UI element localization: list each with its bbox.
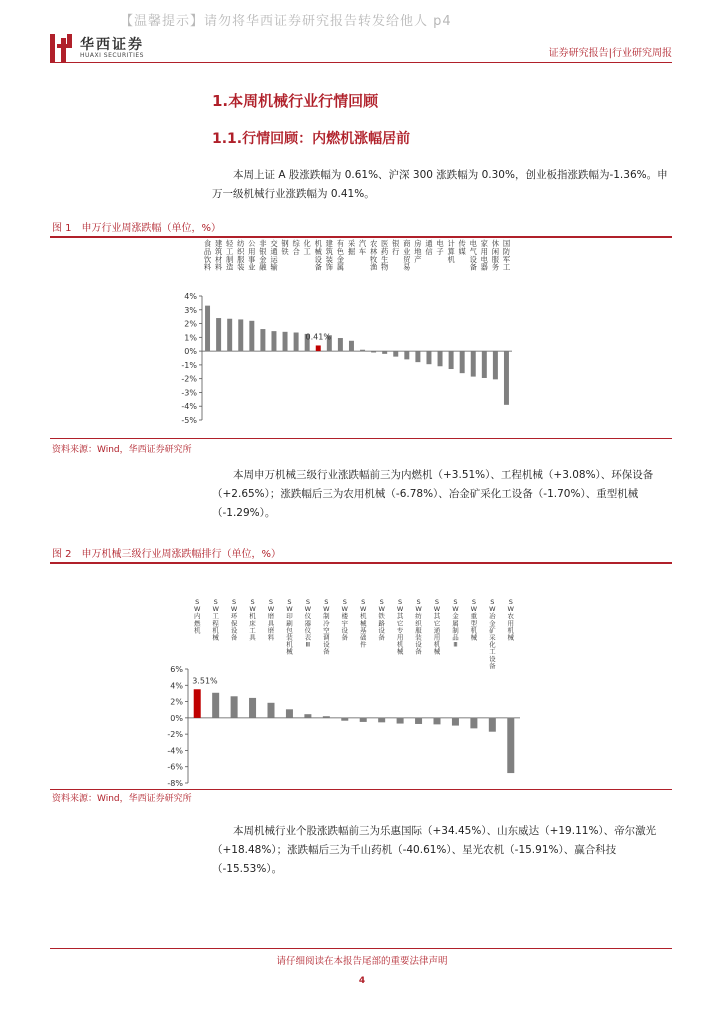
section-heading: 1.本周机械行业行情回顾	[212, 92, 379, 110]
category-label: S W 纺织服装设备	[415, 598, 422, 656]
bar	[426, 351, 431, 364]
figure1-bar-chart	[150, 238, 520, 436]
bar	[271, 331, 276, 351]
category-label: 钢铁	[281, 239, 289, 256]
highlight-data-label: 0.41%	[305, 332, 331, 342]
category-label: 国防军工	[502, 239, 511, 272]
y-tick-label: -4%	[181, 402, 197, 412]
legal-notice: 请仔细阅读在本报告尾部的重要法律声明	[276, 956, 448, 967]
category-label: S W 机械基础件	[359, 598, 367, 649]
category-label: 电气设备	[469, 239, 477, 272]
market-summary-paragraph: 本周上证 A 股涨跌幅为 0.61%、沪深 300 涨跌幅为 0.30%，创业板指涨跌幅为-1.36%。申万一级机械行业涨跌幅为 0.41%。	[212, 169, 668, 200]
bar	[283, 332, 288, 351]
figure1-title: 图 1 申万行业周涨跌幅（单位，%）	[52, 223, 222, 234]
header-watermark: 【温馨提示】请勿将华西证券研究报告转发给他人 p4	[120, 14, 452, 29]
bar	[404, 351, 409, 359]
category-label: 商业贸易	[403, 239, 411, 272]
category-label: S W 农用机械	[507, 598, 515, 642]
category-label: 综合	[292, 239, 300, 256]
y-tick-label: -5%	[181, 416, 197, 425]
category-label: 传媒	[458, 239, 466, 256]
bar	[371, 351, 376, 352]
logo-english-name: HUAXI SECURITIES	[80, 52, 144, 59]
header-divider	[50, 62, 672, 63]
y-tick-label: -2%	[167, 730, 183, 740]
subsection-heading: 1.1.行情回顾：内燃机涨幅居前	[212, 131, 411, 147]
category-label: 房地产	[414, 239, 422, 264]
y-tick-label: 1%	[184, 333, 197, 343]
bar	[286, 709, 293, 718]
category-label: 机械设备	[314, 239, 322, 272]
bar	[360, 350, 365, 351]
y-tick-label: -1%	[181, 360, 197, 370]
category-label: 纺织服装	[237, 239, 245, 272]
category-label: S W 机床工具	[249, 598, 256, 642]
y-tick-label: 0%	[184, 347, 197, 357]
category-label: 建筑装饰	[325, 239, 333, 272]
bar	[338, 338, 343, 351]
bar	[433, 718, 440, 725]
category-label: S W 内燃机	[193, 598, 201, 635]
bar	[360, 718, 367, 722]
logo-chinese-name: 华西证券	[80, 37, 144, 53]
category-label: 轻工制造	[226, 239, 234, 272]
category-label: 有色金属	[336, 239, 345, 272]
category-label: S W 楼宇设备	[341, 598, 349, 642]
category-label: 采掘	[347, 239, 356, 256]
bar	[304, 714, 311, 718]
bar	[489, 718, 496, 732]
y-tick-label: -2%	[181, 374, 197, 384]
category-label: 公用事业	[248, 239, 256, 272]
bar	[341, 718, 348, 721]
bar	[216, 318, 221, 351]
highlight-bar	[194, 689, 201, 718]
y-tick-label: 4%	[170, 681, 183, 691]
figure2-source: 资料来源：Wind，华西证券研究所	[52, 794, 192, 804]
category-label: S W 其它专用机械	[396, 598, 404, 656]
category-label: S W 其它通用机械	[433, 598, 441, 656]
bar	[382, 351, 387, 354]
bar	[323, 716, 330, 718]
y-tick-label: 2%	[170, 697, 183, 707]
bar	[227, 319, 232, 351]
y-tick-label: 6%	[170, 665, 183, 674]
stock-summary-paragraph: 本周机械行业个股涨跌幅前三为乐惠国际（+34.45%）、山东威达（+19.11%）、帝尔激光（+18.48%）；涨跌幅后三为千山药机（-40.61%）、星光农机（-15.91%）、赢合科技（-15.53%）。	[212, 825, 657, 875]
y-tick-label: 3%	[184, 305, 197, 315]
figure1-bottom-rule	[50, 438, 672, 439]
category-label: 通信	[425, 239, 433, 256]
bar	[438, 351, 443, 366]
figure2-title: 图 2 申万机械三级行业周涨跌幅排行（单位，%）	[52, 549, 282, 560]
category-label: 非银金融	[259, 239, 267, 272]
bar	[452, 718, 459, 726]
category-label: S W 冶金矿采化工设备	[489, 598, 496, 670]
category-label: 交通运输	[270, 239, 278, 272]
bar	[260, 329, 265, 351]
category-label: S W 环保设备	[230, 598, 238, 642]
bar	[507, 718, 514, 773]
category-label: 建筑材料	[214, 239, 223, 272]
bar	[294, 333, 299, 352]
category-label: 汽车	[358, 239, 367, 256]
category-label: S W 制冷空调设备	[323, 598, 330, 656]
figure2-top-rule	[50, 562, 672, 564]
figure1-source: 资料来源：Wind，华西证券研究所	[52, 445, 192, 455]
y-tick-label: 2%	[184, 319, 197, 329]
category-label: 农林牧渔	[369, 239, 378, 272]
category-label: S W 仪器仪表 Ⅲ	[304, 598, 312, 649]
footer-divider	[50, 948, 672, 949]
y-tick-label: -8%	[167, 779, 183, 788]
bar	[449, 351, 454, 369]
bar	[460, 351, 465, 373]
bar	[482, 351, 487, 378]
bar	[471, 351, 476, 376]
y-tick-label: 0%	[170, 713, 183, 723]
y-tick-label: -3%	[181, 388, 197, 398]
bar	[504, 351, 509, 405]
category-label: 家用电器	[480, 239, 488, 272]
category-label: 休闲服务	[491, 239, 500, 272]
category-label: 电子	[436, 239, 444, 256]
category-label: S W 铁路设备	[378, 598, 385, 642]
huaxi-logo-icon	[50, 34, 72, 62]
bar	[349, 341, 354, 351]
bar	[212, 693, 219, 718]
category-label: 银行	[392, 239, 400, 256]
bar	[238, 319, 243, 351]
bar	[231, 696, 238, 718]
bar	[470, 718, 477, 729]
report-type-label: 证券研究报告|行业研究周报	[548, 48, 672, 59]
category-label: 医药生物	[381, 239, 389, 272]
category-label: 化工	[303, 239, 311, 256]
y-tick-label: -4%	[167, 746, 183, 756]
category-label: S W 印刷包装机械	[286, 598, 293, 656]
category-label: 计算机	[447, 239, 455, 264]
page-number: 4	[358, 976, 366, 986]
figure2-bottom-rule	[50, 789, 672, 790]
category-label: S W 金属制品 Ⅲ	[452, 598, 459, 649]
bar	[249, 698, 256, 718]
bar	[393, 351, 398, 357]
figure2-bar-chart	[160, 566, 530, 788]
highlight-bar	[316, 345, 321, 351]
bar	[397, 718, 404, 724]
category-label: S W 重型机械	[470, 598, 478, 642]
bar	[493, 351, 498, 379]
category-label: 食品饮料	[203, 239, 212, 272]
highlight-data-label: 3.51%	[192, 676, 218, 686]
category-label: S W 工程机械	[212, 598, 219, 642]
category-label: S W 磨具磨料	[267, 598, 275, 642]
bar	[249, 321, 254, 351]
bar	[267, 703, 274, 718]
bar	[378, 718, 385, 722]
bar	[415, 351, 420, 362]
y-tick-label: -6%	[167, 762, 183, 772]
bar	[415, 718, 422, 724]
bar	[205, 306, 210, 351]
subsector-summary-paragraph: 本周申万机械三级行业涨跌幅前三为内燃机（+3.51%）、工程机械（+3.08%）、环保设备（+2.65%）；涨跌幅后三为农用机械（-6.78%）、冶金矿采化工设备（-1.70%）、重型机械（-1.29%）。	[212, 469, 654, 519]
y-tick-label: 4%	[184, 292, 197, 301]
